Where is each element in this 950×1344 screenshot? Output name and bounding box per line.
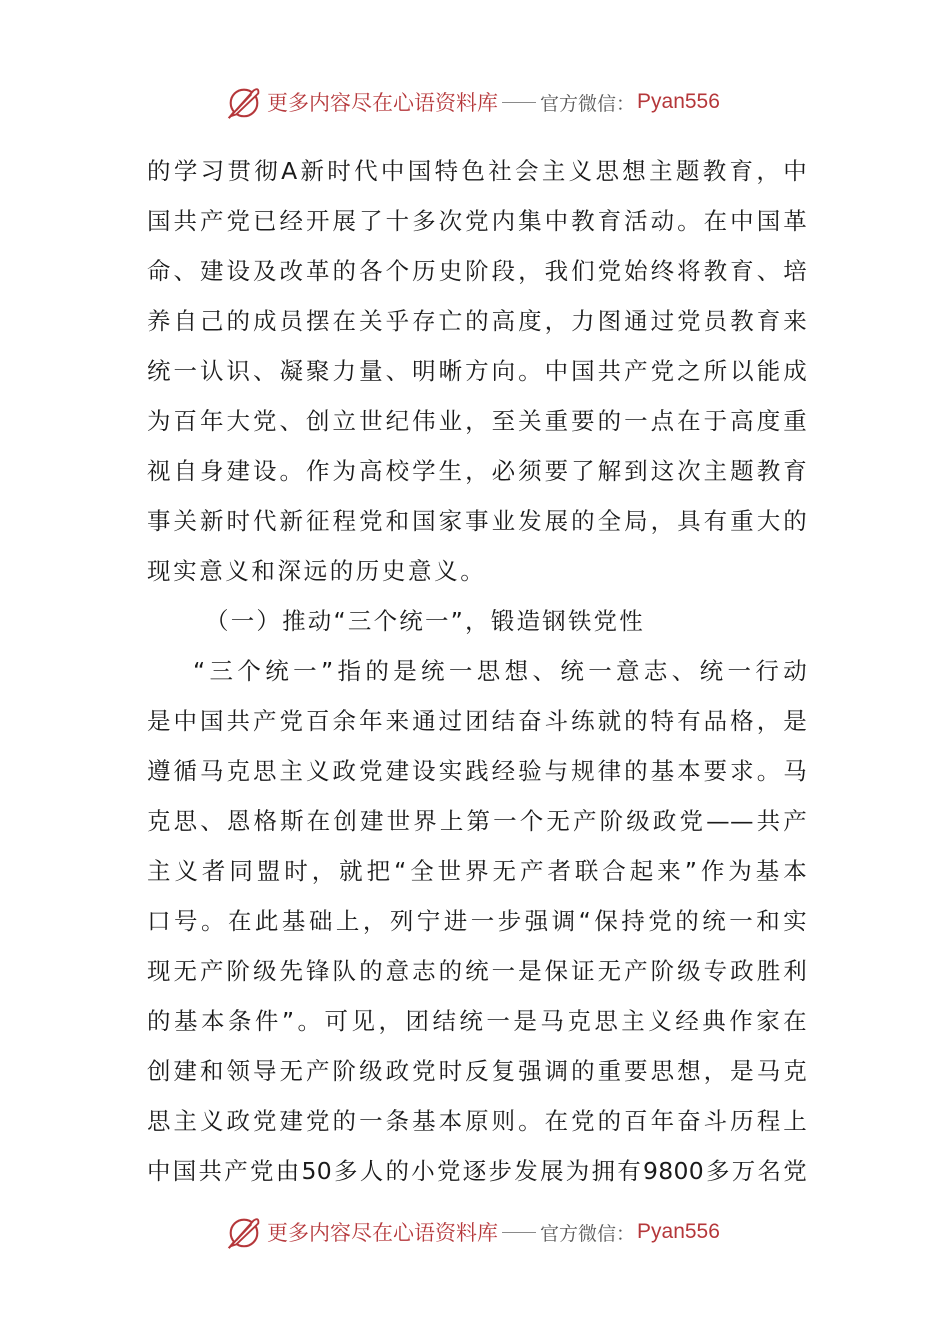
brand-text: 更多内容尽在心语资料库 bbox=[267, 91, 498, 115]
text-line-paragraph-start: “三个统一”指的是统一思想、统一意志、统一行动 bbox=[193, 657, 807, 685]
document-body bbox=[147, 146, 807, 1196]
text-line: 统一认识、凝聚力量、明晰方向。中国共产党之所以能成 bbox=[147, 357, 807, 385]
text-line: 遵循马克思主义政党建设实践经验与规律的基本要求。马 bbox=[147, 757, 807, 785]
quill-pen-logo-icon bbox=[225, 1213, 263, 1251]
text-line: 国共产党已经开展了十多次党内集中教育活动。在中国革 bbox=[147, 207, 807, 235]
text-line: 中国共产党由50多人的小党逐步发展为拥有9800多万名党 bbox=[147, 1157, 807, 1185]
text-line-paragraph-end: 现实意义和深远的历史意义。 bbox=[147, 557, 487, 585]
separator-dash bbox=[502, 102, 536, 103]
text-line: 事关新时代新征程党和国家事业发展的全局，具有重大的 bbox=[147, 507, 807, 535]
text-line: 思主义政党建党的一条基本原则。在党的百年奋斗历程上 bbox=[147, 1107, 807, 1135]
text-line: 口号。在此基础上，列宁进一步强调“保持党的统一和实 bbox=[147, 907, 807, 935]
text-line: 是中国共产党百余年来通过团结奋斗练就的特有品格，是 bbox=[147, 707, 807, 735]
header-watermark bbox=[225, 82, 720, 122]
official-label: 官方微信： bbox=[540, 92, 636, 115]
text-line: 的学习贯彻A新时代中国特色社会主义思想主题教育，中 bbox=[147, 157, 807, 185]
wechat-handle: Pyan556 bbox=[637, 90, 720, 113]
separator-dash bbox=[502, 1232, 536, 1233]
text-line: 为百年大党、创立世纪伟业，至关重要的一点在于高度重 bbox=[147, 407, 807, 435]
text-line: 的基本条件”。可见，团结统一是马克思主义经典作家在 bbox=[147, 1007, 807, 1035]
quill-pen-logo-icon bbox=[225, 83, 263, 121]
section-heading: （一）推动“三个统一”，锻造钢铁党性 bbox=[205, 607, 645, 635]
text-line: 主义者同盟时，就把“全世界无产者联合起来”作为基本 bbox=[147, 857, 807, 885]
text-line: 克思、恩格斯在创建世界上第一个无产阶级政党——共产 bbox=[147, 807, 807, 835]
brand-text: 更多内容尽在心语资料库 bbox=[267, 1221, 498, 1245]
official-label: 官方微信： bbox=[540, 1222, 636, 1245]
text-line: 养自己的成员摆在关乎存亡的高度，力图通过党员教育来 bbox=[147, 307, 807, 335]
text-line: 视自身建设。作为高校学生，必须要了解到这次主题教育 bbox=[147, 457, 807, 485]
text-line: 现无产阶级先锋队的意志的统一是保证无产阶级专政胜利 bbox=[147, 957, 807, 985]
footer-watermark bbox=[225, 1212, 720, 1252]
text-line: 命、建设及改革的各个历史阶段，我们党始终将教育、培 bbox=[147, 257, 807, 285]
text-line: 创建和领导无产阶级政党时反复强调的重要思想，是马克 bbox=[147, 1057, 807, 1085]
wechat-handle: Pyan556 bbox=[637, 1220, 720, 1243]
